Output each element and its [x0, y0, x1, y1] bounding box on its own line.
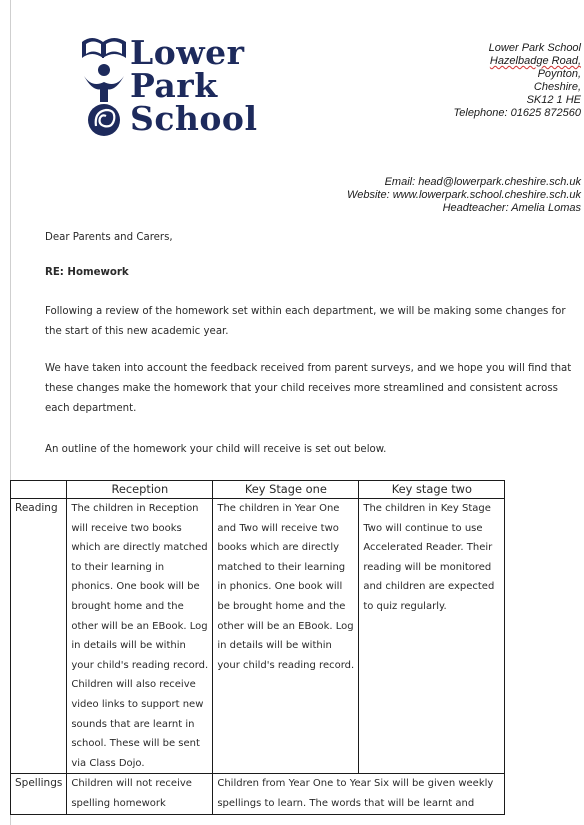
address-street: Hazelbadge Road,: [489, 55, 581, 67]
contact-email: Email: head@lowerpark.cheshire.sch.uk: [384, 176, 581, 188]
row-label-spellings: Spellings: [11, 774, 67, 814]
spellings-ks1-ks2-cell: Children from Year One to Year Six will be given weekly spellings to learn. The words that will be learnt and: [213, 774, 505, 814]
row-label-reading: Reading: [11, 499, 67, 774]
school-address: [454, 42, 581, 120]
homework-table: [10, 480, 505, 815]
header-reception: Reception: [67, 481, 213, 499]
table-row: [11, 499, 505, 774]
school-contact: [347, 176, 581, 215]
header-key-stage-two: Key stage two: [359, 481, 505, 499]
logo-text-line-2: Park: [130, 66, 218, 105]
reading-reception-cell: The children in Reception will receive two books which are directly matched to their learning in phonics. One book will be brought home and the other will be an EBook. Log in details will be within your child's reading record. Children will also receive video links to support new sounds that are learnt in school. These will be sent via Class Dojo.: [67, 499, 213, 774]
table-header-row: [11, 481, 505, 499]
logo-text-line-3: School: [130, 99, 258, 138]
reading-ks2-cell: The children in Key Stage Two will continue to use Accelerated Reader. Their reading will be monitored and children are expected to quiz regularly.: [359, 499, 505, 774]
address-county: Cheshire,: [533, 81, 581, 93]
address-telephone: Telephone: 01625 872560: [453, 107, 581, 119]
school-logo: [78, 32, 258, 142]
header-key-stage-one: Key Stage one: [213, 481, 359, 499]
address-town: Poynton,: [537, 68, 581, 80]
letter-paragraph-1: Following a review of the homework set within each department, we will be making some changes for the start of this new academic year.: [45, 306, 566, 337]
letter-subject: RE: Homework: [45, 267, 129, 278]
letter-paragraph-2: We have taken into account the feedback received from parent surveys, and we hope you will find that these changes make the homework that your child receives more streamlined and consistent across each department.: [45, 363, 572, 414]
contact-website: Website: www.lowerpark.school.cheshire.sch.uk: [347, 189, 581, 201]
address-postcode: SK12 1 HE: [526, 94, 581, 106]
letter-salutation: Dear Parents and Carers,: [45, 232, 173, 243]
letter-paragraph-3: An outline of the homework your child will receive is set out below.: [45, 444, 387, 455]
address-name: Lower Park School: [488, 42, 581, 54]
school-crest-icon: [78, 32, 130, 142]
header-cell-empty: [11, 481, 67, 499]
spellings-reception-cell: Children will not receive spelling homework: [67, 774, 213, 814]
contact-headteacher: Headteacher: Amelia Lomas: [442, 202, 581, 214]
table-row: [11, 774, 505, 814]
reading-ks1-cell: The children in Year One and Two will receive two books which are directly matched to their learning in phonics. One book will be brought home and the other will be an EBook. Log in details will be within your child's reading record.: [213, 499, 359, 774]
logo-text-line-1: Lower: [130, 33, 245, 72]
